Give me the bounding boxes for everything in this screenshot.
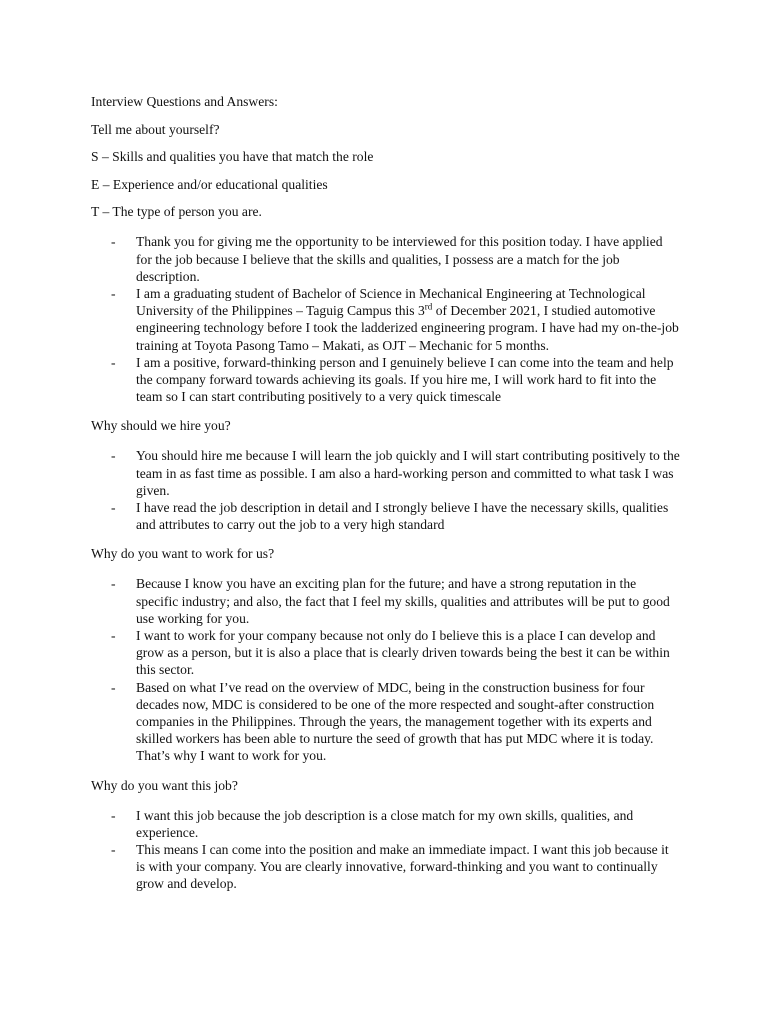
list-item: - This means I can come into the position and make an immediate impact. I want this job because it is with your company. You are clearly innovative, forward-thinking and you want to continually grow and develop. [111, 842, 669, 892]
list-item: - I want to work for your company because not only do I believe this is a place I can develop and grow as a person, but it is also a place that is clearly driven towards being the best it can be within this sector. [111, 628, 670, 678]
ordinal-suffix: rd [424, 301, 433, 312]
question-why-this-job: Why do you want this job? [91, 777, 238, 793]
list-item: - Because I know you have an exciting plan for the future; and have a strong reputation in the specific industry; and also, the fact that I feel my skills, qualities and attributes will be put to good use working for you. [111, 576, 670, 626]
list-item: - Thank you for giving me the opportunity to be interviewed for this position today. I have applied for the job because I believe that the skills and qualities, I possess are a match for the job description. [111, 234, 663, 284]
list-item: - I am a positive, forward-thinking person and I genuinely believe I can come into the team and help the company forward towards achieving its goals. If you hire me, I will work hard to fit into the team so I can start contributing positively to a very quick timescale [111, 354, 674, 405]
bullet-dash: - [111, 354, 116, 370]
question-tell-me-about-yourself: Tell me about yourself? [91, 121, 220, 137]
hire-answer-list [91, 447, 691, 533]
star-item-s: S – Skills and qualities you have that match the role [91, 149, 374, 165]
star-item-t: T – The type of person you are. [91, 204, 262, 220]
work-answer-list [91, 575, 691, 764]
document-title: Interview Questions and Answers: [91, 94, 278, 109]
job-answer-list [91, 807, 691, 893]
list-item: - I have read the job description in detail and I strongly believe I have the necessary skills, qualities and attributes to carry out the job to a very high standard [111, 500, 669, 533]
star-item-e: E – Experience and/or educational qualities [91, 176, 328, 192]
bullet-dash: - [111, 500, 116, 516]
bullet-dash: - [111, 285, 116, 301]
bullet-dash: - [111, 448, 116, 464]
bullet-dash: - [111, 234, 116, 250]
list-item: - Based on what I’ve read on the overview of MDC, being in the construction business for four decades now, MDC is considered to be one of the more respected and sought-after construction companies in the Philippines. Through the years, the management together with its experts and skilled workers has been able to nurture the seed of growth that has put MDC where it is today. That’s why I want to work for you. [111, 679, 655, 764]
bullet-dash: - [111, 628, 116, 644]
document-body [91, 93, 691, 905]
list-item: - You should hire me because I will learn the job quickly and I will start contributing positively to the team in as fast time as possible. I am also a hard-working person and committed to what task I was given. [111, 448, 680, 498]
bullet-dash: - [111, 679, 116, 695]
list-item: - I am a graduating student of Bachelor of Science in Mechanical Engineering at Technological University of the Philippines – Taguig Campus this 3rd of December 2021, I studied automotive engineering technology before I took the ladderized engineering program. I have had my on-the-job training at Toyota Pasong Tamo – Makati, as OJT – Mechanic for 5 months. [111, 285, 679, 353]
list-item: - I want this job because the job description is a close match for my own skills, qualities, and experience. [111, 807, 634, 840]
bullet-dash: - [111, 807, 116, 823]
bullet-dash: - [111, 576, 116, 592]
yourself-answer-list [91, 233, 691, 405]
bullet-dash: - [111, 842, 116, 858]
question-why-hire-you: Why should we hire you? [91, 418, 231, 434]
question-why-work-for-us: Why do you want to work for us? [91, 546, 275, 562]
